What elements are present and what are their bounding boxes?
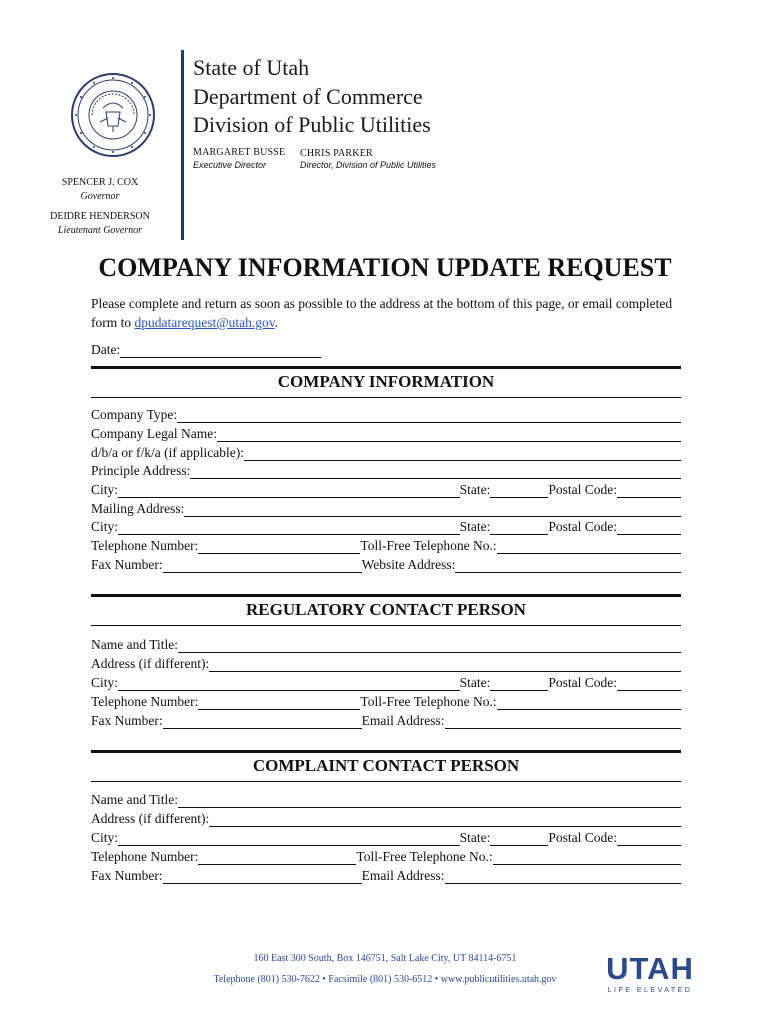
- intro-paragraph: [91, 294, 681, 332]
- legal-name-field[interactable]: [217, 427, 681, 442]
- cmp-fax-label: Fax Number:: [91, 868, 163, 883]
- cmp-city-label: City:: [91, 830, 119, 845]
- state-field[interactable]: [490, 483, 548, 498]
- footer-contact: Telephone (801) 530-7622 • Facsimile (801) 530-6512 • www.publicutilities.utah.gov: [213, 974, 557, 985]
- reg-city-row: [91, 673, 681, 691]
- cmp-fax-field[interactable]: [163, 869, 362, 884]
- reg-address-row: [91, 654, 681, 672]
- website-label: Website Address:: [361, 557, 456, 572]
- official-role-2: Director, Division of Public Utilities: [300, 160, 437, 170]
- company-type-label: Company Type:: [91, 407, 178, 422]
- reg-postal-label: Postal Code:: [548, 675, 617, 690]
- reg-address-label: Address (if different):: [91, 656, 210, 671]
- reg-telephone-label: Telephone Number:: [91, 694, 199, 709]
- reg-city-field[interactable]: [118, 676, 460, 691]
- cmp-state-field[interactable]: [490, 831, 548, 846]
- legal-name-row: [91, 424, 681, 442]
- dba-row: [91, 443, 681, 461]
- principle-address-row: [91, 461, 681, 479]
- section-title-company: COMPANY INFORMATION: [277, 372, 495, 391]
- reg-tollfree-field[interactable]: [497, 695, 681, 710]
- date-field[interactable]: [120, 343, 321, 358]
- company-type-field[interactable]: [177, 408, 681, 423]
- cmp-name-row: [91, 790, 681, 808]
- utah-logo-tagline: LIFE ELEVATED: [607, 987, 693, 994]
- telephone-label: Telephone Number:: [91, 538, 199, 553]
- reg-state-field[interactable]: [490, 676, 548, 691]
- cmp-city-row: [91, 828, 681, 846]
- postal-field-2[interactable]: [617, 520, 681, 535]
- agency-line-division: Division of Public Utilities: [193, 112, 431, 137]
- intro-period: .: [274, 315, 279, 330]
- city-row-2: [91, 517, 681, 535]
- header-divider: [181, 50, 184, 240]
- fax-label: Fax Number:: [91, 557, 163, 572]
- state-label-2: State:: [459, 519, 491, 534]
- dba-field[interactable]: [244, 446, 681, 461]
- reg-postal-field[interactable]: [617, 676, 681, 691]
- cmp-city-field[interactable]: [118, 831, 460, 846]
- cmp-telephone-field[interactable]: [198, 850, 356, 865]
- company-type-row: [91, 405, 681, 423]
- reg-name-row: [91, 635, 681, 653]
- governor-role: Governor: [80, 191, 120, 202]
- principle-address-label: Principle Address:: [91, 463, 191, 478]
- agency-line-department: Department of Commerce: [193, 84, 423, 109]
- legal-name-label: Company Legal Name:: [91, 426, 217, 441]
- intro-text: Please complete and return as soon as possible to the address at the bottom of this page, or email completed form to: [91, 296, 673, 330]
- footer-address: 160 East 300 South, Box 146751, Salt Lake City, UT 84114-6751: [253, 953, 517, 964]
- reg-name-label: Name and Title:: [91, 637, 178, 652]
- city-label: City:: [91, 482, 119, 497]
- tollfree-field[interactable]: [497, 539, 681, 554]
- mailing-address-field[interactable]: [184, 502, 681, 517]
- cmp-email-field[interactable]: [445, 869, 682, 884]
- state-seal-icon: [70, 72, 156, 158]
- cmp-address-field[interactable]: [209, 812, 681, 827]
- cmp-tollfree-field[interactable]: [493, 850, 681, 865]
- reg-address-field[interactable]: [209, 657, 681, 672]
- city-field[interactable]: [118, 483, 460, 498]
- reg-telephone-row: [91, 692, 681, 710]
- telephone-row: [91, 536, 681, 554]
- section-title-regulatory: REGULATORY CONTACT PERSON: [246, 600, 526, 619]
- section-bottom-complaint: [91, 781, 681, 782]
- fax-field[interactable]: [163, 558, 362, 573]
- section-bottom-regulatory: [91, 625, 681, 626]
- reg-city-label: City:: [91, 675, 119, 690]
- cmp-state-label: State:: [459, 830, 491, 845]
- state-field-2[interactable]: [490, 520, 548, 535]
- postal-label: Postal Code:: [548, 482, 617, 497]
- cmp-email-label: Email Address:: [361, 868, 445, 883]
- cmp-tollfree-label: Toll-Free Telephone No.:: [356, 849, 493, 864]
- lt-governor-name: DEIDRE HENDERSON: [50, 211, 150, 222]
- city-field-2[interactable]: [118, 520, 460, 535]
- cmp-postal-label: Postal Code:: [548, 830, 617, 845]
- fax-row: [91, 555, 681, 573]
- utah-logo-word: UTAH: [606, 951, 694, 986]
- reg-state-label: State:: [459, 675, 491, 690]
- mailing-address-label: Mailing Address:: [91, 501, 185, 516]
- reg-email-label: Email Address:: [361, 713, 445, 728]
- postal-label-2: Postal Code:: [548, 519, 617, 534]
- cmp-telephone-row: [91, 847, 681, 865]
- date-row: [91, 340, 321, 358]
- reg-fax-label: Fax Number:: [91, 713, 163, 728]
- reg-fax-row: [91, 711, 681, 729]
- city-row-1: [91, 480, 681, 498]
- reg-fax-field[interactable]: [163, 714, 362, 729]
- section-bottom-company: [91, 397, 681, 398]
- official-name-1: MARGARET BUSSE: [193, 147, 286, 158]
- utah-logo: [590, 950, 710, 996]
- principle-address-field[interactable]: [190, 464, 681, 479]
- mailing-address-row: [91, 499, 681, 517]
- reg-email-field[interactable]: [445, 714, 682, 729]
- cmp-telephone-label: Telephone Number:: [91, 849, 199, 864]
- reg-name-field[interactable]: [178, 638, 681, 653]
- form-title: COMPANY INFORMATION UPDATE REQUEST: [98, 253, 672, 282]
- cmp-fax-row: [91, 866, 681, 884]
- reg-tollfree-label: Toll-Free Telephone No.:: [360, 694, 497, 709]
- cmp-name-field[interactable]: [178, 793, 681, 808]
- section-rule-complaint: [91, 750, 681, 753]
- postal-field[interactable]: [617, 483, 681, 498]
- cmp-address-label: Address (if different):: [91, 811, 210, 826]
- official-name-2: CHRIS PARKER: [300, 148, 373, 159]
- lt-governor-role: Lieutenant Governor: [57, 225, 143, 236]
- cmp-postal-field[interactable]: [617, 831, 681, 846]
- tollfree-label: Toll-Free Telephone No.:: [360, 538, 497, 553]
- reg-telephone-field[interactable]: [198, 695, 360, 710]
- section-title-complaint: COMPLAINT CONTACT PERSON: [252, 756, 520, 775]
- email-link[interactable]: dpudatarequest@utah.gov: [134, 315, 275, 330]
- agency-line-state: State of Utah: [193, 55, 310, 80]
- website-field[interactable]: [455, 558, 681, 573]
- date-label: Date:: [91, 342, 121, 357]
- governor-name: SPENCER J. COX: [61, 177, 139, 188]
- dba-label: d/b/a or f/k/a (if applicable):: [91, 445, 244, 460]
- cmp-name-label: Name and Title:: [91, 792, 178, 807]
- cmp-address-row: [91, 809, 681, 827]
- official-role-1: Executive Director: [193, 160, 267, 170]
- city-label-2: City:: [91, 519, 119, 534]
- section-rule-regulatory: [91, 594, 681, 597]
- telephone-field[interactable]: [198, 539, 360, 554]
- state-label: State:: [459, 482, 491, 497]
- section-rule-company: [91, 366, 681, 369]
